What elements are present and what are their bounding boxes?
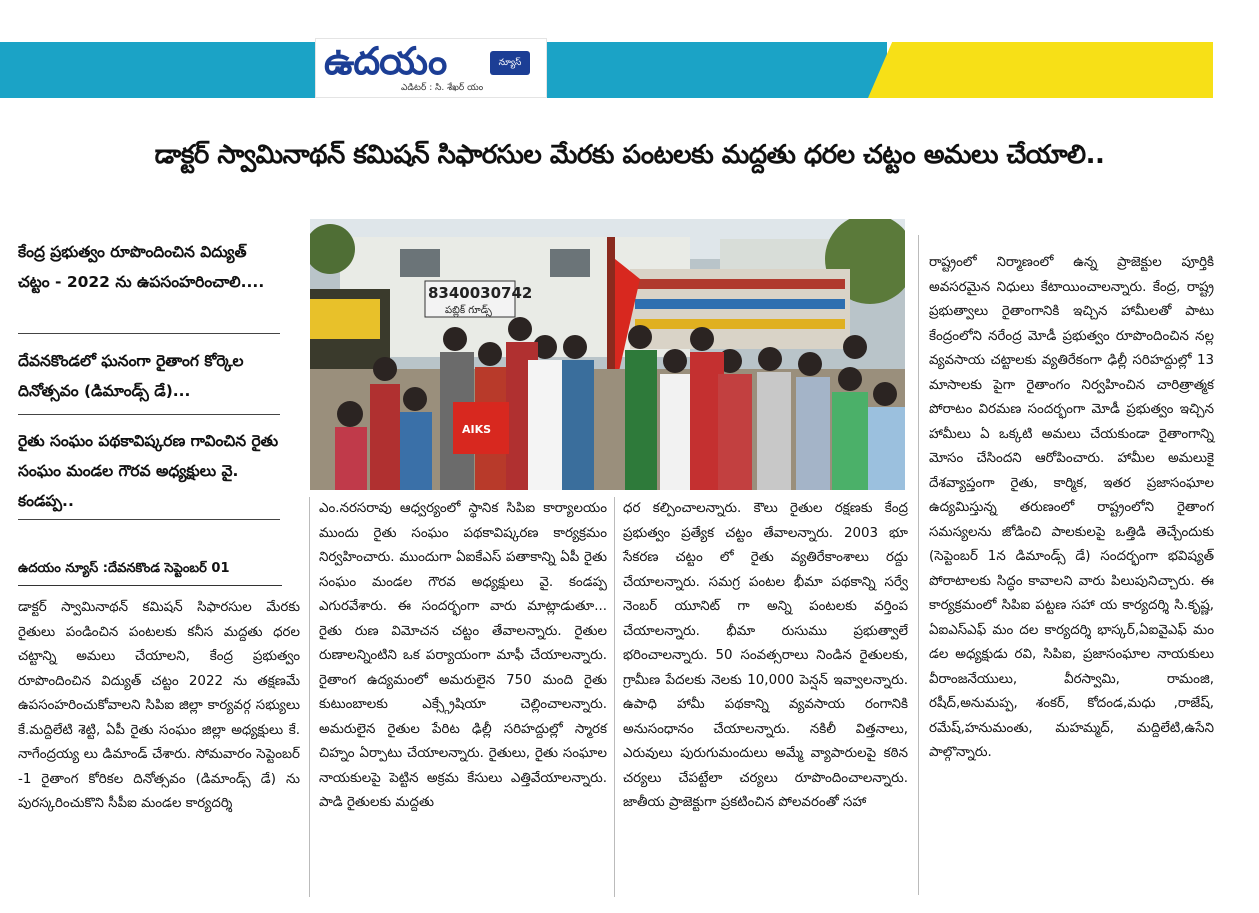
highlight-divider [18,414,280,415]
highlight-1: కేంద్ర ప్రభుత్వం రూపొందించిన విద్యుత్ చట్టం - 2022 ను ఉపసంహరించాలి.... [18,243,265,291]
column-divider [614,497,615,897]
logo-editor-line: ఎడిటర్ : సి. శేఖర్ యం [401,83,484,93]
article-headline: డాక్టర్ స్వామినాథన్ కమిషన్ సిఫారసుల మేరకు పంటలకు మద్దతు ధరల చట్టం అమలు చేయాలి.. [154,140,1105,170]
masthead-band-middle [547,42,887,98]
photo-sign-text: పబ్లిక్ గూడ్స్ [445,305,492,316]
body-column-2: ఎం.నరసరావు ఆధ్వర్యంలో స్థానిక సిపిఐ కార్యాలయం ముందు రైతు సంఘం పథకావిష్కరణ కార్యక్రమం నిర్వహించారు. ముందుగా ఏఐకేఎస్ పతాకాన్ని ఏపీ రైతు సంఘం మండల గౌరవ అధ్యక్షులు వై. కండప్ప ఎగురవేశారు. ఈ సందర్భంగా వారు మాట్లాడుతూ... రైతు రుణ విమోచన చట్టం తేవాలన్నారు. రైతుల రుణాలన్నింటిని ఒక పర్యాయంగా మాఫీ చేయాలన్నారు. రైతాంగ ఉద్యమంలో అమరులైన 750 మంది రైతు కుటుంబాలకు ఎక్స్గ్రేషియా చెల్లించాలన్నారు. అమరులైన రైతుల పేరిట ఢిల్లీ సరిహద్దుల్లో స్మారక చిహ్నం ఏర్పాటు చేయాలన్నారు. రైతులు, రైతు సంఘాల నాయకులపై పెట్టిన అక్రమ కేసులు ఎత్తివేయాలన్నారు. పాడి రైతులకు మద్దతు [319,501,607,810]
body-column-4: రాష్ట్రంలో నిర్మాణంలో ఉన్న ప్రాజెక్టుల పూర్తికి అవసరమైన నిధులు కేటాయించాలన్నారు. కేంద్ర, రాష్ట్ర ప్రభుత్వాలు రైతాంగానికి ఇచ్చిన హామీలతో పాటు కేంద్రంలోని నరేంద్ర మోడీ ప్రభుత్వం రూపొందించిన నల్ల వ్యవసాయ చట్టాలకు వ్యతిరేకంగా ఢిల్లీ సరిహద్దుల్లో 13 మాసాలకు పైగా రైతాంగం నిర్వహించిన చారిత్రాత్మక పోరాటం విరమణ సందర్భంగా మోడీ ప్రభుత్వం ఇచ్చిన హామీలు ఏ ఒక్కటి అమలు చేయకుండా రైతాంగాన్ని మోసం చేసిందని ఆరోపించారు. హామీల అమలుకై దేశవ్యాప్తంగా రైతు, కార్మిక, ఇతర ప్రజాసంఘాల ఉద్యమిస్తున్న తరుణంలో రాష్ట్రంలోని రైతాంగ సమస్యలను జోడించి పాలకులపై ఒత్తిడి తెచ్చేందుకు (సెప్టెంబర్ 1న డిమాండ్స్ డే) సందర్భంగా భవిష్యత్ పోరాటాలకు సిద్ధం కావాలని వారు పిలుపునిచ్చారు. ఈ కార్యక్రమంలో సిపిఐ పట్టణ సహా య కార్యదర్శి సి.కృష్ణ, ఏఐఎస్ఎఫ్ మం దల కార్యదర్శి భాస్కర్,ఏఐవైఎఫ్ మం డల అధ్యక్షుడు రవి, సిపిఐ, ప్రజాసంఘాల నాయకులు వీరాంజనేయులు, వీరస్వామి, రామంజి, రషీద్,అనుమప్ప, శంకర్, కోదండ,మధు ,రాజేష్, రమేష్,హనుమంతు, మహమ్మద్, మద్దిలేటి,ఉసేని పాల్గొన్నారు. [929,255,1214,760]
logo-badge: న్యూస్ [490,51,530,75]
column-divider [918,235,919,895]
highlight-3: రైతు సంఘం పథకావిష్కరణ గావించిన రైతు సంఘం మండల గౌరవ అధ్యక్షులు వై. కండప్ప.. [18,432,279,510]
highlight-divider [18,519,280,520]
masthead-band-left [0,42,315,98]
news-photo [310,219,905,490]
masthead-band-right [868,42,1213,98]
body-column-1: డాక్టర్ స్వామినాథన్ కమిషన్ సిఫారసుల మేరకు రైతులు పండించిన పంటలకు కనీస మద్దతు ధరల చట్టాన్ని అమలు చేయాలని, కేంద్ర ప్రభుత్వం రూపొందించిన విద్యుత్ చట్టం 2022 ను తక్షణమే ఉపసంహరించుకోవాలని సిపిఐ జిల్లా కార్యవర్గ సభ్యులు కే.మద్దిలేటి శెట్టి, ఏపీ రైతు సంఘం జిల్లా అధ్యక్షులు కే. నాగేంద్రయ్య లు డిమాండ్ చేశారు. సోమవారం సెప్టెంబర్ -1 రైతాంగ కోరికల దినోత్సవం (డిమాండ్స్ డే) ను పురస్కరించుకొని సీపీఐ మండల కార్యదర్శి [18,600,300,811]
newspaper-logo [315,38,547,98]
logo-title: ఉదయం [324,39,447,83]
dateline: ఉదయం న్యూస్ :దేవనకొండ సెప్టెంబర్ 01 [18,561,282,586]
highlight-divider [18,333,280,334]
column-divider [309,497,310,897]
photo-flag-text: AIKS [462,423,492,436]
highlight-2: దేవనకొండలో ఘనంగా రైతాంగ కోర్కెల దినోత్సవం (డిమాండ్స్ డే)... [18,352,244,400]
photo-sign-number: 8340030742 [428,284,533,302]
body-column-3: ధర కల్పించాలన్నారు. కౌలు రైతుల రక్షణకు కేంద్ర ప్రభుత్వం ప్రత్యేక చట్టం తేవాలన్నారు. 2003 భూ సేకరణ చట్టం లో రైతు వ్యతిరేకాంశాలు రద్దు చేయాలన్నారు. సమగ్ర పంటల భీమా పథకాన్ని సర్వే నెంబర్ యూనిట్ గా అన్ని పంటలకు వర్తింప చేయాలన్నారు. భీమా రుసుము ప్రభుత్వాలే భరించాలన్నారు. 50 సంవత్సరాలు నిండిన రైతులకు, గ్రామీణ పేదలకు నెలకు 10,000 పెన్షన్ ఇవ్వాలన్నారు. ఉపాధి హామీ పథకాన్ని వ్యవసాయ రంగానికి అనుసంధానం చేయాలన్నారు. నకిలీ విత్తనాలు, ఎరువులు పురుగుమందులు అమ్మే వ్యాపారులపై కఠిన చర్యలు చేపట్టేలా చర్యలు రూపొందించాలన్నారు. జాతీయ ప్రాజెక్టుగా ప్రకటించిన పోలవరంతో సహా [623,501,908,810]
